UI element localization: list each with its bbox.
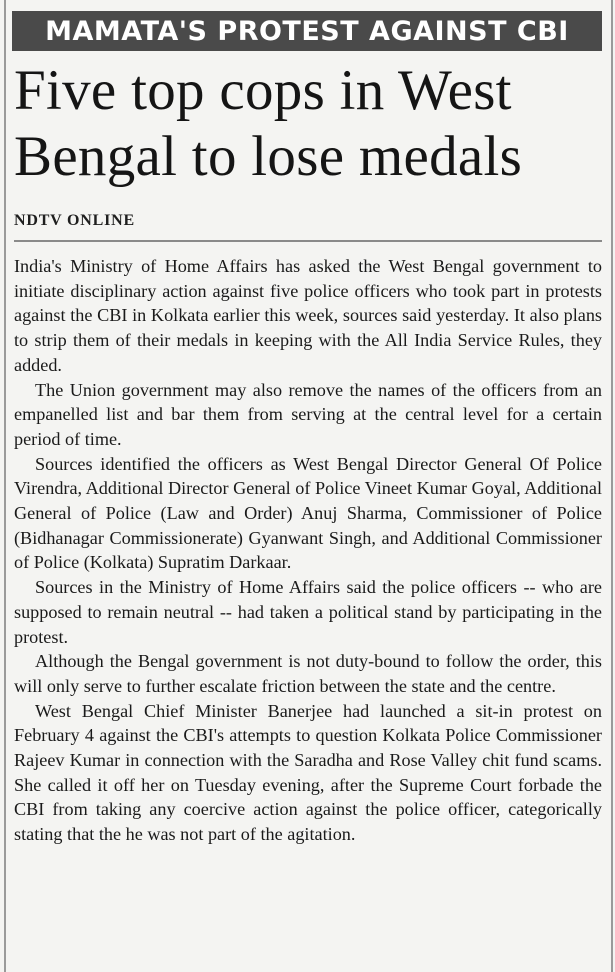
article-paragraph: West Bengal Chief Minister Banerjee had launched a sit-in protest on February 4 against the CBI's attempts to question Kolkata Police Commissioner Rajeev Kumar in connection with the Saradha and Rose Valley chit fund scams. She called it off her on Tuesday evening, after the Supreme Court forbade the CBI from taking any coercive action against the police officer, categorically stating that the he was not part of the agitation. [14,700,602,845]
headline: Five top cops in West Bengal to lose medals [14,59,523,188]
left-column-rule [4,0,6,972]
article-body [14,254,602,847]
article-paragraph: India's Ministry of Home Affairs has asked the West Bengal government to initiate disciplinary action against five police officers who took part in protests against the CBI in Kolkata earlier this week, sources said yesterday. It also plans to strip them of their medals in keeping with the All India Service Rules, they added. [14,256,602,375]
section-banner: MAMATA'S PROTEST AGAINST CBI [12,11,602,51]
byline-divider [14,240,602,242]
article-paragraph: Sources identified the officers as West Bengal Director General Of Police Virendra, Additional Director General of Police Vineet Kumar Goyal, Additional General of Police (Law and Order) Anuj Sharma, Commissioner of Police (Bidhanagar Commissionerate) Gyanwant Singh, and Additional Commissioner of Police (Kolkata) Supratim Darkaar. [14,453,602,573]
byline: NDTV ONLINE [14,212,135,229]
article-paragraph: Sources in the Ministry of Home Affairs said the police officers -- who are supposed to remain neutral -- had taken a political stand by participating in the protest. [14,577,602,647]
article-paragraph: The Union government may also remove the names of the officers from an empanelled list and bar them from serving at the central level for a certain period of time. [14,379,602,449]
right-column-rule [611,0,613,972]
article-paragraph: Although the Bengal government is not duty-bound to follow the order, this will only serve to further escalate friction between the state and the centre. [14,651,602,696]
